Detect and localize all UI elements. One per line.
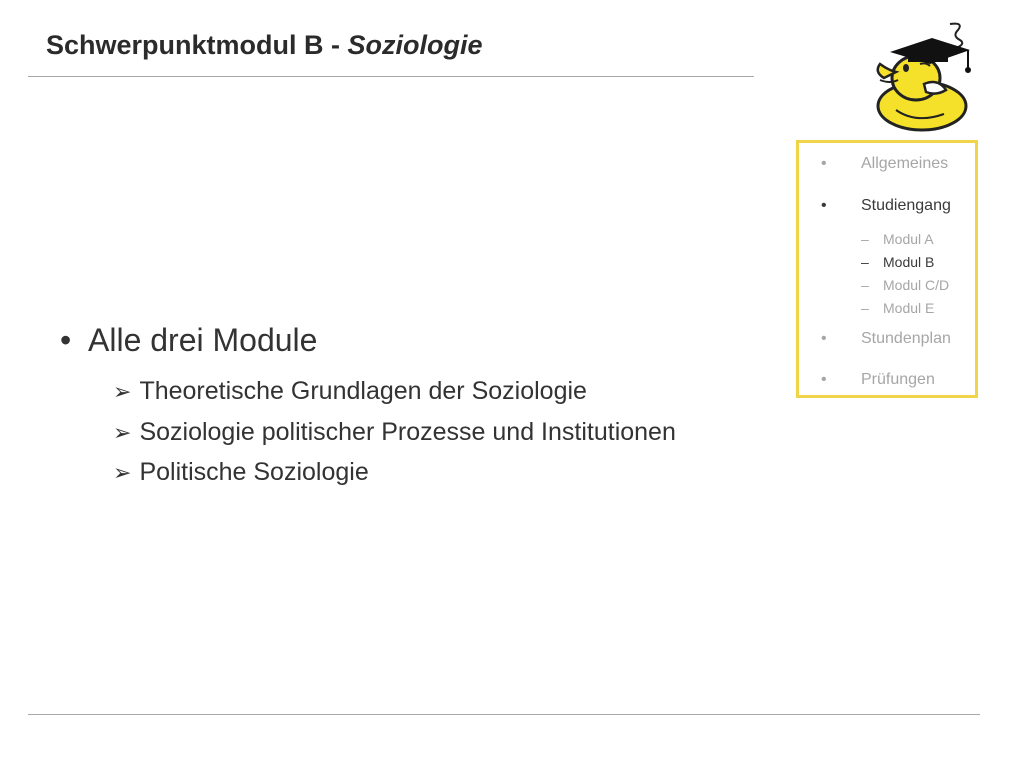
- duck-graduate-icon: [872, 20, 982, 135]
- nav-item-label: Studiengang: [861, 197, 951, 214]
- dash-icon: –: [861, 254, 869, 270]
- nav-item-label: Allgemeines: [861, 155, 949, 172]
- sub-bullet-text: Soziologie politischer Prozesse und Institutionen: [139, 418, 676, 446]
- sub-bullet-3: [113, 458, 369, 487]
- nav-subitem-label: Modul B: [883, 254, 935, 270]
- sub-bullet-text: Theoretische Grundlagen der Soziologie: [139, 377, 587, 405]
- header-divider: [28, 76, 754, 77]
- nav-item-allgemeines[interactable]: [821, 155, 948, 173]
- arrowhead-icon: ➢: [113, 460, 132, 485]
- dash-icon: –: [861, 231, 869, 247]
- nav-item-label: Prüfungen: [861, 371, 935, 388]
- nav-subitem-label: Modul A: [883, 231, 934, 247]
- dash-icon: –: [861, 300, 869, 316]
- bullet-icon: •: [821, 330, 827, 347]
- sub-bullet-1: [113, 377, 587, 406]
- sub-bullet-text: Politische Soziologie: [139, 458, 369, 486]
- nav-subitem-modul-b[interactable]: [861, 254, 934, 270]
- nav-item-studiengang[interactable]: [821, 197, 951, 215]
- nav-item-label: Stundenplan: [861, 330, 951, 347]
- bullet-icon: •: [60, 322, 72, 358]
- main-bullet-text: Alle drei Module: [88, 322, 318, 358]
- nav-item-stundenplan[interactable]: [821, 330, 951, 348]
- title-separator: -: [323, 30, 348, 60]
- navigation-panel: [796, 140, 978, 398]
- nav-subitem-label: Modul E: [883, 300, 935, 316]
- nav-subitem-modul-cd[interactable]: [861, 277, 949, 293]
- footer-divider: [28, 714, 980, 715]
- bullet-icon: •: [821, 197, 827, 214]
- dash-icon: –: [861, 277, 869, 293]
- bullet-icon: •: [821, 155, 827, 172]
- nav-item-pruefungen[interactable]: [821, 371, 935, 389]
- arrowhead-icon: ➢: [113, 420, 132, 445]
- nav-subitem-label: Modul C/D: [883, 277, 950, 293]
- bullet-icon: •: [821, 371, 827, 388]
- main-bullet: [60, 322, 317, 359]
- title-main: Schwerpunktmodul B: [46, 30, 324, 60]
- nav-subitem-modul-e[interactable]: [861, 300, 934, 316]
- title-subject: Soziologie: [347, 30, 483, 60]
- page-title: [46, 30, 483, 61]
- nav-subitem-modul-a[interactable]: [861, 231, 934, 247]
- sub-bullet-2: [113, 418, 676, 447]
- arrowhead-icon: ➢: [113, 379, 132, 404]
